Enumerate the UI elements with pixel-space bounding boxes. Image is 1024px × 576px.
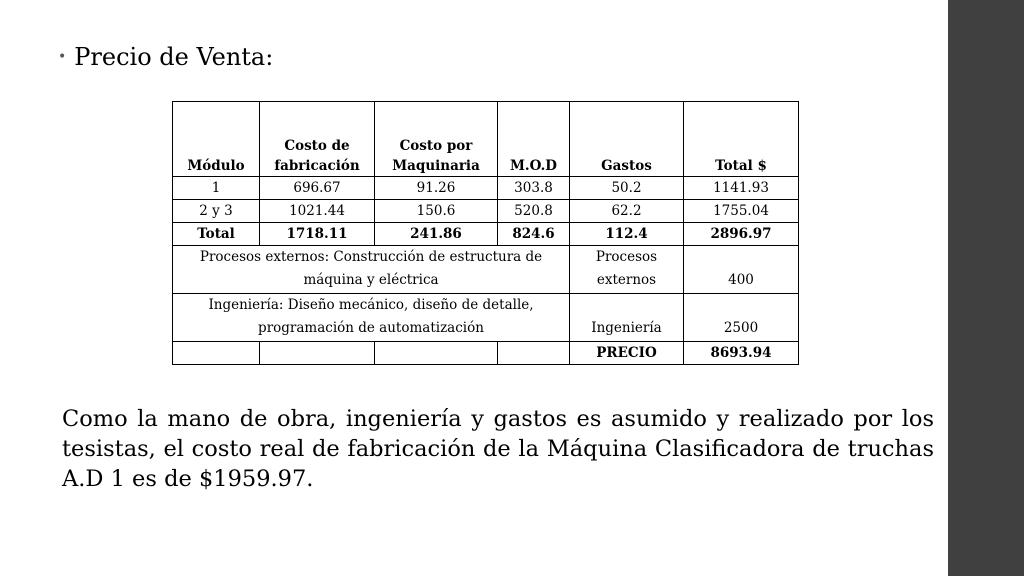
total-cell: 241.86 <box>375 223 498 246</box>
price-table <box>172 101 799 365</box>
bullet-dot-icon: • <box>58 49 67 65</box>
empty-cell <box>260 342 375 365</box>
table-row <box>173 177 799 200</box>
table-cell: 62.2 <box>570 200 684 223</box>
total-cell: 2896.97 <box>684 223 799 246</box>
precio-row <box>173 342 799 365</box>
total-cell: 1718.11 <box>260 223 375 246</box>
total-row <box>173 223 799 246</box>
table-cell: 150.6 <box>375 200 498 223</box>
ingenieria-row <box>173 294 799 342</box>
total-cell: Total <box>173 223 260 246</box>
table-cell: 2 y 3 <box>173 200 260 223</box>
ingenieria-description: Ingeniería: Diseño mecánico, diseño de detalle, programación de automatización <box>173 294 570 342</box>
externos-label: Procesos externos <box>570 246 684 294</box>
table-cell: 1 <box>173 177 260 200</box>
table-cell: 50.2 <box>570 177 684 200</box>
header-costo-fabricacion: Costo de fabricación <box>260 102 375 177</box>
header-mod: M.O.D <box>498 102 570 177</box>
precio-label: PRECIO <box>570 342 684 365</box>
conclusion-paragraph: Como la mano de obra, ingeniería y gastos es asumido y realizado por los tesistas, el costo real de fabricación de la Máquina Clasificadora de truchas A.D 1 es de $1959.97. <box>62 406 934 492</box>
total-cell: 112.4 <box>570 223 684 246</box>
empty-cell <box>173 342 260 365</box>
ingenieria-value: 2500 <box>684 294 799 342</box>
right-side-bar <box>948 0 1024 576</box>
header-costo-maquinaria: Costo por Maquinaria <box>375 102 498 177</box>
table-cell: 1141.93 <box>684 177 799 200</box>
table-cell: 696.67 <box>260 177 375 200</box>
empty-cell <box>498 342 570 365</box>
total-cell: 824.6 <box>498 223 570 246</box>
table-cell: 1755.04 <box>684 200 799 223</box>
table-cell: 1021.44 <box>260 200 375 223</box>
table-row <box>173 200 799 223</box>
table-header-row <box>173 102 799 177</box>
header-modulo: Módulo <box>173 102 260 177</box>
bullet-heading-text: Precio de Venta: <box>74 43 274 71</box>
header-total: Total $ <box>684 102 799 177</box>
empty-cell <box>375 342 498 365</box>
table-cell: 303.8 <box>498 177 570 200</box>
externos-description: Procesos externos: Construcción de estructura de máquina y eléctrica <box>173 246 570 294</box>
table-cell: 520.8 <box>498 200 570 223</box>
externos-row <box>173 246 799 294</box>
header-gastos: Gastos <box>570 102 684 177</box>
ingenieria-label: Ingeniería <box>570 294 684 342</box>
table-cell: 91.26 <box>375 177 498 200</box>
bullet-heading <box>58 42 273 72</box>
externos-value: 400 <box>684 246 799 294</box>
precio-value: 8693.94 <box>684 342 799 365</box>
